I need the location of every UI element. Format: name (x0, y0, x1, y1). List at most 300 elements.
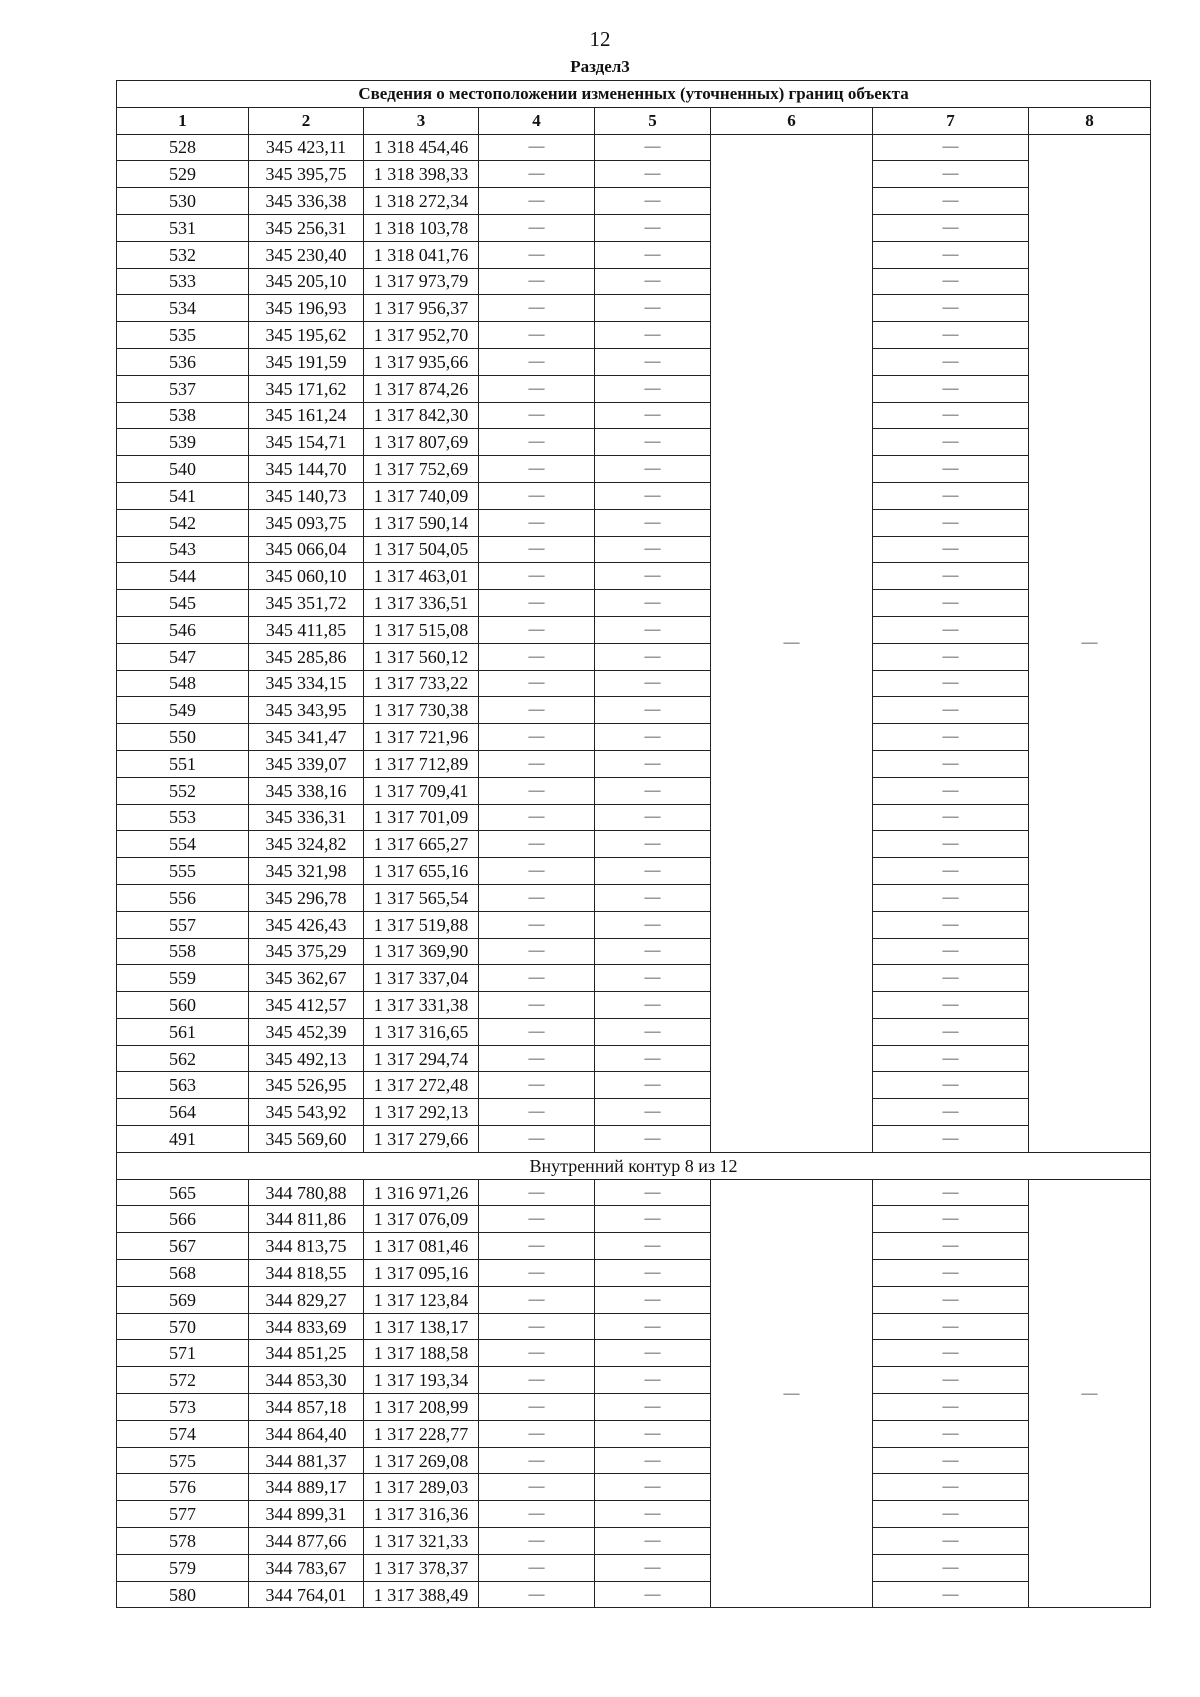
column-7-cell: — (873, 563, 1029, 590)
table-row (117, 322, 1151, 349)
y-coordinate-cell: 1 317 208,99 (364, 1394, 479, 1421)
table-row (117, 831, 1151, 858)
column-header-6: 6 (711, 107, 873, 134)
table-row (117, 804, 1151, 831)
y-coordinate-cell: 1 318 272,34 (364, 188, 479, 215)
column-4-cell: — (479, 1072, 595, 1099)
column-5-cell: — (595, 884, 711, 911)
table-row (117, 429, 1151, 456)
point-number-cell: 533 (117, 268, 249, 295)
column-6-merged-cell: — (711, 1179, 873, 1608)
point-number-cell: 544 (117, 563, 249, 590)
column-4-cell: — (479, 1367, 595, 1394)
y-coordinate-cell: 1 317 560,12 (364, 643, 479, 670)
table-row (117, 1233, 1151, 1260)
column-header-7: 7 (873, 107, 1029, 134)
column-4-cell: — (479, 884, 595, 911)
column-7-cell: — (873, 804, 1029, 831)
column-7-cell: — (873, 1045, 1029, 1072)
point-number-cell: 564 (117, 1099, 249, 1126)
y-coordinate-cell: 1 317 730,38 (364, 697, 479, 724)
column-4-cell: — (479, 1554, 595, 1581)
point-number-cell: 543 (117, 536, 249, 563)
column-7-cell: — (873, 268, 1029, 295)
table-row (117, 214, 1151, 241)
point-number-cell: 569 (117, 1286, 249, 1313)
table-row (117, 777, 1151, 804)
x-coordinate-cell: 345 426,43 (249, 911, 364, 938)
column-7-cell: — (873, 777, 1029, 804)
point-number-cell: 542 (117, 509, 249, 536)
x-coordinate-cell: 345 205,10 (249, 268, 364, 295)
column-7-cell: — (873, 1099, 1029, 1126)
point-number-cell: 549 (117, 697, 249, 724)
column-5-cell: — (595, 804, 711, 831)
column-7-cell: — (873, 884, 1029, 911)
x-coordinate-cell: 345 339,07 (249, 750, 364, 777)
table-row (117, 697, 1151, 724)
x-coordinate-cell: 345 066,04 (249, 536, 364, 563)
column-5-cell: — (595, 643, 711, 670)
point-number-cell: 560 (117, 992, 249, 1019)
column-5-cell: — (595, 616, 711, 643)
x-coordinate-cell: 345 543,92 (249, 1099, 364, 1126)
y-coordinate-cell: 1 317 721,96 (364, 724, 479, 751)
column-5-cell: — (595, 482, 711, 509)
contour-subheading: Внутренний контур 8 из 12 (117, 1152, 1151, 1179)
point-number-cell: 553 (117, 804, 249, 831)
x-coordinate-cell: 345 285,86 (249, 643, 364, 670)
x-coordinate-cell: 345 191,59 (249, 348, 364, 375)
table-row (117, 402, 1151, 429)
column-7-cell: — (873, 1126, 1029, 1153)
column-5-cell: — (595, 1501, 711, 1528)
y-coordinate-cell: 1 317 369,90 (364, 938, 479, 965)
column-7-cell: — (873, 1554, 1029, 1581)
point-number-cell: 538 (117, 402, 249, 429)
column-4-cell: — (479, 375, 595, 402)
table-row (117, 643, 1151, 670)
column-header-4: 4 (479, 107, 595, 134)
x-coordinate-cell: 344 818,55 (249, 1260, 364, 1287)
column-7-cell: — (873, 643, 1029, 670)
point-number-cell: 570 (117, 1313, 249, 1340)
column-5-cell: — (595, 268, 711, 295)
table-row (117, 1447, 1151, 1474)
x-coordinate-cell: 345 334,15 (249, 670, 364, 697)
column-5-cell: — (595, 1045, 711, 1072)
column-7-cell: — (873, 1474, 1029, 1501)
column-5-cell: — (595, 911, 711, 938)
column-7-cell: — (873, 214, 1029, 241)
column-4-cell: — (479, 777, 595, 804)
column-5-cell: — (595, 992, 711, 1019)
point-number-cell: 539 (117, 429, 249, 456)
column-7-cell: — (873, 1260, 1029, 1287)
column-4-cell: — (479, 348, 595, 375)
column-4-cell: — (479, 1179, 595, 1206)
x-coordinate-cell: 345 423,11 (249, 134, 364, 161)
column-5-cell: — (595, 1206, 711, 1233)
table-row (117, 348, 1151, 375)
y-coordinate-cell: 1 317 712,89 (364, 750, 479, 777)
column-4-cell: — (479, 1501, 595, 1528)
table-row (117, 375, 1151, 402)
column-4-cell: — (479, 402, 595, 429)
point-number-cell: 556 (117, 884, 249, 911)
y-coordinate-cell: 1 317 378,37 (364, 1554, 479, 1581)
point-number-cell: 571 (117, 1340, 249, 1367)
column-5-cell: — (595, 1447, 711, 1474)
point-number-cell: 561 (117, 1018, 249, 1045)
column-7-cell: — (873, 1313, 1029, 1340)
column-4-cell: — (479, 161, 595, 188)
x-coordinate-cell: 344 877,66 (249, 1528, 364, 1555)
y-coordinate-cell: 1 317 519,88 (364, 911, 479, 938)
column-5-cell: — (595, 241, 711, 268)
point-number-cell: 576 (117, 1474, 249, 1501)
point-number-cell: 563 (117, 1072, 249, 1099)
column-4-cell: — (479, 992, 595, 1019)
table-row (117, 1340, 1151, 1367)
point-number-cell: 566 (117, 1206, 249, 1233)
x-coordinate-cell: 345 395,75 (249, 161, 364, 188)
point-number-cell: 577 (117, 1501, 249, 1528)
y-coordinate-cell: 1 317 842,30 (364, 402, 479, 429)
column-4-cell: — (479, 214, 595, 241)
column-8-merged-cell: — (1029, 134, 1151, 1152)
column-5-cell: — (595, 1126, 711, 1153)
table-row (117, 750, 1151, 777)
column-4-cell: — (479, 616, 595, 643)
point-number-cell: 537 (117, 375, 249, 402)
column-4-cell: — (479, 1126, 595, 1153)
x-coordinate-cell: 344 783,67 (249, 1554, 364, 1581)
column-5-cell: — (595, 1528, 711, 1555)
x-coordinate-cell: 345 526,95 (249, 1072, 364, 1099)
y-coordinate-cell: 1 317 807,69 (364, 429, 479, 456)
column-7-cell: — (873, 724, 1029, 751)
x-coordinate-cell: 345 144,70 (249, 456, 364, 483)
y-coordinate-cell: 1 317 123,84 (364, 1286, 479, 1313)
column-5-cell: — (595, 1286, 711, 1313)
point-number-cell: 574 (117, 1420, 249, 1447)
y-coordinate-cell: 1 317 752,69 (364, 456, 479, 483)
column-7-cell: — (873, 509, 1029, 536)
x-coordinate-cell: 344 881,37 (249, 1447, 364, 1474)
column-4-cell: — (479, 643, 595, 670)
column-4-cell: — (479, 429, 595, 456)
x-coordinate-cell: 345 336,38 (249, 188, 364, 215)
y-coordinate-cell: 1 317 709,41 (364, 777, 479, 804)
column-4-cell: — (479, 1420, 595, 1447)
y-coordinate-cell: 1 317 515,08 (364, 616, 479, 643)
column-5-cell: — (595, 938, 711, 965)
column-5-cell: — (595, 724, 711, 751)
column-4-cell: — (479, 563, 595, 590)
x-coordinate-cell: 344 764,01 (249, 1581, 364, 1608)
x-coordinate-cell: 345 338,16 (249, 777, 364, 804)
column-7-cell: — (873, 616, 1029, 643)
table-row (117, 911, 1151, 938)
point-number-cell: 547 (117, 643, 249, 670)
x-coordinate-cell: 344 851,25 (249, 1340, 364, 1367)
y-coordinate-cell: 1 317 701,09 (364, 804, 479, 831)
point-number-cell: 532 (117, 241, 249, 268)
column-7-cell: — (873, 375, 1029, 402)
y-coordinate-cell: 1 317 565,54 (364, 884, 479, 911)
table-row (117, 1528, 1151, 1555)
y-coordinate-cell: 1 317 504,05 (364, 536, 479, 563)
column-4-cell: — (479, 750, 595, 777)
column-4-cell: — (479, 322, 595, 349)
point-number-cell: 529 (117, 161, 249, 188)
table-row (117, 1367, 1151, 1394)
column-5-cell: — (595, 1581, 711, 1608)
y-coordinate-cell: 1 317 740,09 (364, 482, 479, 509)
y-coordinate-cell: 1 317 655,16 (364, 858, 479, 885)
y-coordinate-cell: 1 317 138,17 (364, 1313, 479, 1340)
column-4-cell: — (479, 509, 595, 536)
point-number-cell: 565 (117, 1179, 249, 1206)
boundary-coordinates-table (116, 80, 1151, 1608)
column-5-cell: — (595, 322, 711, 349)
table-row (117, 1420, 1151, 1447)
table-row (117, 188, 1151, 215)
table-body (117, 134, 1151, 1608)
table-row (117, 1126, 1151, 1153)
column-4-cell: — (479, 1340, 595, 1367)
column-5-cell: — (595, 1554, 711, 1581)
column-4-cell: — (479, 1286, 595, 1313)
table-row (117, 161, 1151, 188)
column-5-cell: — (595, 188, 711, 215)
column-5-cell: — (595, 1233, 711, 1260)
point-number-cell: 545 (117, 590, 249, 617)
column-4-cell: — (479, 188, 595, 215)
column-5-cell: — (595, 858, 711, 885)
column-7-cell: — (873, 1528, 1029, 1555)
column-4-cell: — (479, 911, 595, 938)
column-5-cell: — (595, 750, 711, 777)
x-coordinate-cell: 345 196,93 (249, 295, 364, 322)
column-4-cell: — (479, 456, 595, 483)
column-4-cell: — (479, 831, 595, 858)
table-row (117, 482, 1151, 509)
x-coordinate-cell: 345 411,85 (249, 616, 364, 643)
column-7-cell: — (873, 1206, 1029, 1233)
y-coordinate-cell: 1 317 188,58 (364, 1340, 479, 1367)
column-5-cell: — (595, 134, 711, 161)
x-coordinate-cell: 345 341,47 (249, 724, 364, 751)
y-coordinate-cell: 1 317 095,16 (364, 1260, 479, 1287)
y-coordinate-cell: 1 317 336,51 (364, 590, 479, 617)
table-row (117, 295, 1151, 322)
table-row (117, 563, 1151, 590)
column-7-cell: — (873, 1340, 1029, 1367)
column-5-cell: — (595, 590, 711, 617)
x-coordinate-cell: 344 853,30 (249, 1367, 364, 1394)
column-7-cell: — (873, 402, 1029, 429)
column-5-cell: — (595, 1179, 711, 1206)
point-number-cell: 528 (117, 134, 249, 161)
point-number-cell: 557 (117, 911, 249, 938)
table-row (117, 1099, 1151, 1126)
column-6-merged-cell: — (711, 134, 873, 1152)
y-coordinate-cell: 1 317 193,34 (364, 1367, 479, 1394)
column-5-cell: — (595, 1474, 711, 1501)
column-5-cell: — (595, 295, 711, 322)
column-7-cell: — (873, 965, 1029, 992)
x-coordinate-cell: 345 412,57 (249, 992, 364, 1019)
column-7-cell: — (873, 456, 1029, 483)
column-5-cell: — (595, 670, 711, 697)
table-row (117, 1179, 1151, 1206)
point-number-cell: 568 (117, 1260, 249, 1287)
x-coordinate-cell: 344 857,18 (249, 1394, 364, 1421)
x-coordinate-cell: 345 492,13 (249, 1045, 364, 1072)
table-row (117, 1206, 1151, 1233)
table-row (117, 1072, 1151, 1099)
page-number: 12 (589, 27, 611, 51)
column-4-cell: — (479, 1394, 595, 1421)
point-number-cell: 578 (117, 1528, 249, 1555)
x-coordinate-cell: 345 093,75 (249, 509, 364, 536)
column-7-cell: — (873, 1286, 1029, 1313)
y-coordinate-cell: 1 317 292,13 (364, 1099, 479, 1126)
table-row (117, 1045, 1151, 1072)
x-coordinate-cell: 344 829,27 (249, 1286, 364, 1313)
column-7-cell: — (873, 1233, 1029, 1260)
table-row (117, 1018, 1151, 1045)
y-coordinate-cell: 1 317 076,09 (364, 1206, 479, 1233)
column-header-5: 5 (595, 107, 711, 134)
x-coordinate-cell: 344 889,17 (249, 1474, 364, 1501)
y-coordinate-cell: 1 317 316,36 (364, 1501, 479, 1528)
y-coordinate-cell: 1 317 463,01 (364, 563, 479, 590)
point-number-cell: 573 (117, 1394, 249, 1421)
column-5-cell: — (595, 1367, 711, 1394)
column-4-cell: — (479, 858, 595, 885)
column-7-cell: — (873, 590, 1029, 617)
column-4-cell: — (479, 1528, 595, 1555)
column-7-cell: — (873, 536, 1029, 563)
x-coordinate-cell: 345 336,31 (249, 804, 364, 831)
x-coordinate-cell: 345 230,40 (249, 241, 364, 268)
table-row (117, 456, 1151, 483)
column-4-cell: — (479, 1206, 595, 1233)
column-4-cell: — (479, 697, 595, 724)
column-4-cell: — (479, 536, 595, 563)
table-row (117, 1554, 1151, 1581)
point-number-cell: 491 (117, 1126, 249, 1153)
column-4-cell: — (479, 938, 595, 965)
column-4-cell: — (479, 1447, 595, 1474)
y-coordinate-cell: 1 317 316,65 (364, 1018, 479, 1045)
y-coordinate-cell: 1 317 272,48 (364, 1072, 479, 1099)
y-coordinate-cell: 1 317 665,27 (364, 831, 479, 858)
column-8-merged-cell: — (1029, 1179, 1151, 1608)
table-row (117, 992, 1151, 1019)
column-7-cell: — (873, 670, 1029, 697)
column-5-cell: — (595, 348, 711, 375)
point-number-cell: 531 (117, 214, 249, 241)
column-5-cell: — (595, 456, 711, 483)
table-row (117, 1313, 1151, 1340)
column-7-cell: — (873, 1072, 1029, 1099)
y-coordinate-cell: 1 317 590,14 (364, 509, 479, 536)
table-row (117, 268, 1151, 295)
column-header-1: 1 (117, 107, 249, 134)
column-7-cell: — (873, 911, 1029, 938)
x-coordinate-cell: 345 321,98 (249, 858, 364, 885)
x-coordinate-cell: 345 171,62 (249, 375, 364, 402)
point-number-cell: 535 (117, 322, 249, 349)
contour-subheading-row (117, 1152, 1151, 1179)
column-7-cell: — (873, 992, 1029, 1019)
column-4-cell: — (479, 590, 595, 617)
table-row (117, 670, 1151, 697)
table-row (117, 1581, 1151, 1608)
x-coordinate-cell: 345 256,31 (249, 214, 364, 241)
table-row (117, 1474, 1151, 1501)
table-row (117, 1501, 1151, 1528)
point-number-cell: 558 (117, 938, 249, 965)
column-7-cell: — (873, 697, 1029, 724)
table-row (117, 590, 1151, 617)
y-coordinate-cell: 1 317 874,26 (364, 375, 479, 402)
column-5-cell: — (595, 1420, 711, 1447)
x-coordinate-cell: 345 154,71 (249, 429, 364, 456)
column-4-cell: — (479, 1474, 595, 1501)
x-coordinate-cell: 345 375,29 (249, 938, 364, 965)
x-coordinate-cell: 344 813,75 (249, 1233, 364, 1260)
x-coordinate-cell: 345 195,62 (249, 322, 364, 349)
column-5-cell: — (595, 697, 711, 724)
y-coordinate-cell: 1 317 331,38 (364, 992, 479, 1019)
point-number-cell: 554 (117, 831, 249, 858)
x-coordinate-cell: 344 811,86 (249, 1206, 364, 1233)
column-7-cell: — (873, 1018, 1029, 1045)
column-5-cell: — (595, 965, 711, 992)
column-5-cell: — (595, 1340, 711, 1367)
x-coordinate-cell: 345 452,39 (249, 1018, 364, 1045)
y-coordinate-cell: 1 317 081,46 (364, 1233, 479, 1260)
x-coordinate-cell: 345 161,24 (249, 402, 364, 429)
column-7-cell: — (873, 429, 1029, 456)
x-coordinate-cell: 345 569,60 (249, 1126, 364, 1153)
x-coordinate-cell: 344 780,88 (249, 1179, 364, 1206)
column-7-cell: — (873, 241, 1029, 268)
y-coordinate-cell: 1 317 935,66 (364, 348, 479, 375)
column-5-cell: — (595, 1313, 711, 1340)
y-coordinate-cell: 1 317 228,77 (364, 1420, 479, 1447)
column-5-cell: — (595, 214, 711, 241)
y-coordinate-cell: 1 317 337,04 (364, 965, 479, 992)
y-coordinate-cell: 1 316 971,26 (364, 1179, 479, 1206)
point-number-cell: 579 (117, 1554, 249, 1581)
y-coordinate-cell: 1 317 294,74 (364, 1045, 479, 1072)
column-7-cell: — (873, 322, 1029, 349)
column-5-cell: — (595, 161, 711, 188)
table-row (117, 1260, 1151, 1287)
column-4-cell: — (479, 804, 595, 831)
x-coordinate-cell: 345 343,95 (249, 697, 364, 724)
column-4-cell: — (479, 1313, 595, 1340)
x-coordinate-cell: 345 324,82 (249, 831, 364, 858)
x-coordinate-cell: 345 296,78 (249, 884, 364, 911)
point-number-cell: 575 (117, 1447, 249, 1474)
